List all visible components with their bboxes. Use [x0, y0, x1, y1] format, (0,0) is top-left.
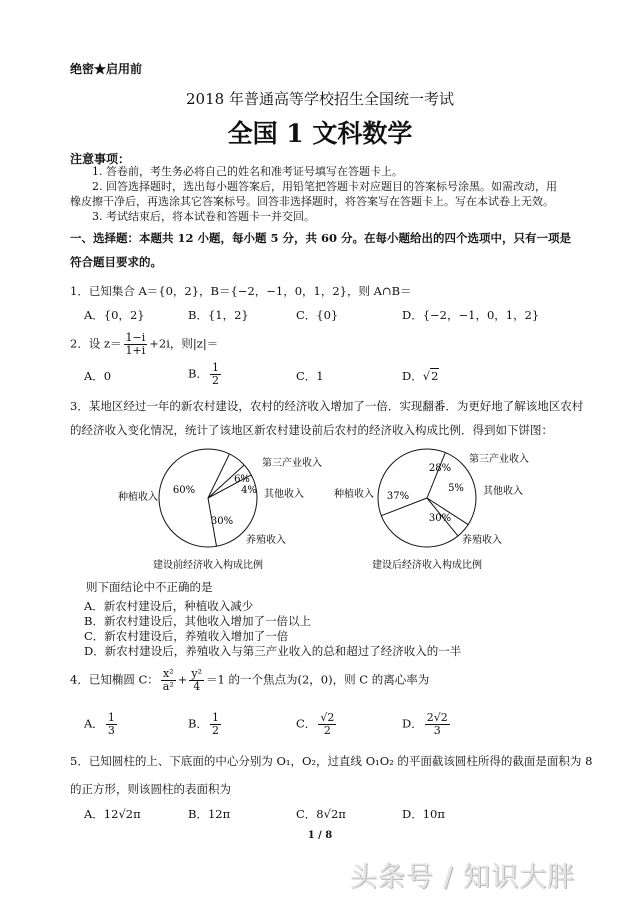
q2-prefix: 2．设 z＝ [70, 336, 122, 351]
question-5-line-1: 5．已知圆柱的上、下底面的中心分别为 O₁，O₂，过直线 O₁O₂ 的平面截该圆柱所得的截面是面积为 8 [70, 754, 593, 768]
pie-value-label: 6% [234, 474, 250, 485]
note-3: 3. 考试结束后，将本试卷和答题卡一并交回。 [92, 210, 315, 223]
pie-value-label: 28% [428, 463, 452, 474]
note-2-cont: 橡皮擦干净后，再选涂其它答案标号。回答非选择题时，将答案写在答题卡上。写在本试卷上无效。 [70, 195, 554, 208]
q1-option-c: C．{0} [296, 308, 339, 322]
section-heading: 一、选择题：本题共 12 小题，每小题 5 分，共 60 分。在每小题给出的四个选项中，只有一项是符合题目要求的。 [70, 231, 572, 269]
q3-option-c: C．新农村建设后，养殖收入增加了一倍 [84, 629, 289, 643]
q4-opta-den: 3 [107, 724, 115, 737]
q5-option-c: C．8√2π [296, 807, 346, 821]
q4-optd-den: 3 [433, 724, 441, 737]
q4-t2-den: 4 [193, 680, 201, 693]
question-3-line-1: 3．某地区经过一年的新农村建设，农村的经济收入增加了一倍．实现翻番．为更好地了解该地区农村 [70, 399, 584, 413]
q2-option-d [402, 368, 439, 384]
pie-category-label: 第三产业收入 [469, 454, 529, 465]
q4-optd-num: 2√2 [426, 711, 448, 724]
q3-option-b: B．新农村建设后，其他收入增加了一倍以上 [84, 614, 311, 628]
q4-term-2 [189, 668, 204, 693]
question-5-line-2: 的正方形，则该圆柱的表面积为 [70, 782, 231, 796]
pie-value-label: 30% [428, 513, 452, 524]
q4-prefix: 4．已知椭圆 C： [70, 672, 159, 687]
q3-option-a: A．新农村建设后，种植收入减少 [84, 599, 254, 613]
page-number: 1 / 8 [307, 830, 333, 841]
pie-category-label: 第三产业收入 [262, 458, 322, 469]
q4-optc-label: C． [296, 716, 317, 731]
pie-chart-title: 建设后经济收入构成比例 [372, 560, 482, 571]
q4-option-a [84, 712, 119, 737]
q4-optb-num: 1 [211, 711, 219, 724]
pie-category-label: 其他收入 [264, 489, 304, 500]
q2-option-b [188, 362, 223, 387]
q3-option-d: D．新农村建设后，养殖收入与第三产业收入的总和超过了经济收入的一半 [84, 644, 462, 658]
question-1: 1．已知集合 A＝{0，2}，B＝{−2，−1，0，1，2}，则 A∩B＝ [70, 284, 412, 298]
q1-option-b: B．{1，2} [188, 308, 249, 322]
notes-title: 注意事项： [70, 152, 131, 166]
q1-option-d: D．{−2，−1，0，1，2} [402, 308, 540, 322]
q2-optb-num: 1 [211, 361, 219, 374]
q4-suffix: ＝1 的一个焦点为(2，0)，则 C 的离心率为 [206, 672, 430, 687]
q4-optd-label: D． [402, 716, 423, 731]
pie-category-label: 其他收入 [483, 486, 523, 497]
question-2 [70, 332, 218, 357]
q4-term-1 [161, 668, 176, 693]
note-1: 1. 答卷前，考生务必将自己的姓名和准考证号填写在答题卡上。 [92, 165, 403, 178]
page-title: 全国 1 文科数学 [227, 119, 413, 148]
sqrt-symbol: √2 [422, 369, 439, 383]
q4-option-b [188, 712, 223, 737]
q5-option-d: D．10π [402, 807, 445, 821]
question-4: 4．已知椭圆 C： $\frac{\text{x²}}{\text{a²}}$ + $\frac{\text{y²}}{4}$ ＝1 的一个焦点为(2，0)，则 C 的离心率为 [70, 667, 430, 693]
pie-value-label: 30% [210, 516, 234, 527]
q4-optb-den: 2 [211, 724, 219, 737]
exam-subtitle: 2018 年普通高等学校招生全国统一考试 [186, 90, 454, 108]
pie-category-label: 种植收入 [118, 492, 158, 503]
pie-value-label: 37% [386, 491, 410, 502]
q4-optc-num: √2 [320, 711, 335, 724]
pie-category-label: 种植收入 [334, 489, 374, 500]
confidential-label: 绝密★启用前 [70, 62, 143, 76]
q4-optc-den: 2 [323, 724, 331, 737]
q4-t1-den: a² [162, 680, 174, 693]
pie-value-label: 5% [448, 483, 464, 494]
q2-option-c: C．1 [296, 369, 324, 383]
question-3-intro: 则下面结论中不正确的是 [86, 580, 213, 594]
q2-option-b-label: B． [188, 366, 208, 381]
q2-option-d-label: D． [402, 369, 423, 383]
q4-opta-label: A． [84, 716, 104, 731]
q2-optb-den: 2 [211, 374, 219, 387]
q4-option-d [402, 712, 452, 737]
pie-value-label: 4% [241, 485, 257, 496]
q4-option-c [296, 712, 338, 737]
q2-frac-numerator: 1−i [125, 331, 146, 344]
q2-fraction [124, 332, 148, 357]
q2-suffix: +2i，则|z|＝ [149, 336, 219, 351]
pie-chart-before [118, 449, 322, 571]
pie-category-label: 养殖收入 [462, 535, 502, 546]
q4-optb-fraction [210, 712, 221, 737]
pie-chart-after [334, 449, 529, 571]
pie-category-label: 养殖收入 [246, 535, 286, 546]
q4-t2-num: y² [191, 667, 203, 680]
q1-option-a: A．{0，2} [84, 308, 145, 322]
q5-option-a: A．12√2π [84, 807, 141, 821]
pie-charts [0, 430, 640, 580]
q5-option-b: B．12π [188, 807, 231, 821]
q2-optd-radicand: 2 [431, 369, 439, 383]
q2-option-b-fraction [210, 362, 221, 387]
question-3-line-2: 的经济收入变化情况，统计了该地区新农村建设前后农村的经济收入构成比例．得到如下饼图： [70, 423, 553, 437]
q4-optc-fraction [318, 712, 336, 737]
watermark: 头条号 / 知识大胖 [350, 862, 576, 893]
q2-frac-denominator: 1+i [125, 344, 146, 357]
q2-option-a: A．0 [84, 369, 112, 383]
q4-t1-num: x² [162, 667, 174, 680]
q4-opta-num: 1 [107, 711, 115, 724]
q4-opta-fraction [106, 712, 117, 737]
q4-optd-fraction [425, 712, 450, 737]
pie-chart-title: 建设前经济收入构成比例 [153, 560, 263, 571]
q4-optb-label: B． [188, 716, 208, 731]
note-2: 2. 回答选择题时，选出每小题答案后，用铅笔把答题卡对应题目的答案标号涂黑。如需改动，用 [92, 180, 557, 193]
pie-value-label: 60% [172, 485, 196, 496]
